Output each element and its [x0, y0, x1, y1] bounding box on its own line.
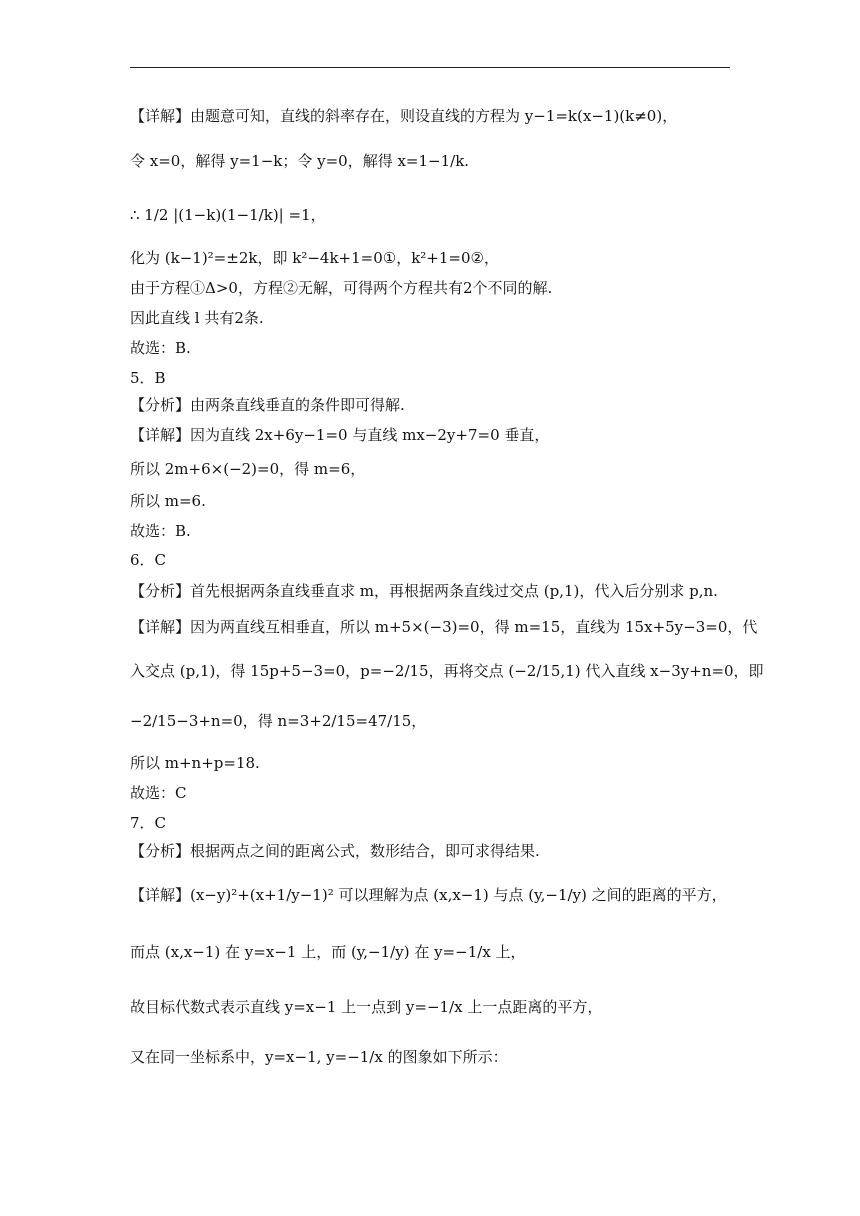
text-line: −2/15−3+n=0，得 n=3+2/15=47/15，	[130, 712, 427, 730]
text-line: 入交点 (p,1)，得 15p+5−3=0，p=−2/15，再将交点 (−2/15,1) 代入直线 x−3y+n=0，即	[130, 662, 764, 680]
text-line: 又在同一坐标系中，y=x−1, y=−1/x 的图象如下所示：	[130, 1048, 508, 1066]
text-line: 7．C	[130, 814, 167, 832]
text-line: 化为 (k−1)²=±2k，即 k²−4k+1=0①，k²+1=0②，	[130, 249, 499, 267]
text-line: 由于方程①Δ>0，方程②无解，可得两个方程共有2个不同的解.	[130, 279, 553, 297]
text-line: 【分析】根据两点之间的距离公式，数形结合，即可求得结果.	[130, 842, 540, 860]
text-line: 所以 2m+6×(−2)=0，得 m=6，	[130, 460, 366, 478]
text-line: 【分析】由两条直线垂直的条件即可得解.	[130, 396, 405, 414]
text-line: 所以 m+n+p=18.	[130, 754, 260, 772]
text-line: 【详解】(x−y)²+(x+1/y−1)² 可以理解为点 (x,x−1) 与点 (y,−1/y) 之间的距离的平方，	[130, 886, 727, 904]
text-line: 5．B	[130, 369, 166, 387]
text-line: 而点 (x,x−1) 在 y=x−1 上，而 (y,−1/y) 在 y=−1/x 上，	[130, 943, 526, 961]
text-line: 【详解】因为两直线互相垂直，所以 m+5×(−3)=0，得 m=15，直线为 15x+5y−3=0，代	[130, 618, 758, 636]
text-line: 6．C	[130, 551, 167, 569]
text-line: 故目标代数式表示直线 y=x−1 上一点到 y=−1/x 上一点距离的平方，	[130, 998, 603, 1016]
text-line: 故选：C	[130, 784, 187, 802]
text-line: 故选：B.	[130, 522, 191, 540]
text-line: 【详解】由题意可知，直线的斜率存在，则设直线的方程为 y−1=k(x−1)(k≠0)，	[130, 107, 678, 125]
text-line: 因此直线 l 共有2条.	[130, 309, 264, 327]
text-line: 【分析】首先根据两条直线垂直求 m，再根据两条直线过交点 (p,1)，代入后分别求 p,n.	[130, 582, 718, 600]
text-line: 所以 m=6.	[130, 492, 206, 510]
text-line: ∴ 1/2 |(1−k)(1−1/k)| =1，	[130, 206, 326, 224]
text-line: 【详解】因为直线 2x+6y−1=0 与直线 mx−2y+7=0 垂直，	[130, 426, 550, 444]
text-line: 故选：B.	[130, 339, 191, 357]
text-line: 令 x=0，解得 y=1−k；令 y=0，解得 x=1−1/k.	[130, 152, 470, 170]
header-rule	[130, 67, 730, 68]
